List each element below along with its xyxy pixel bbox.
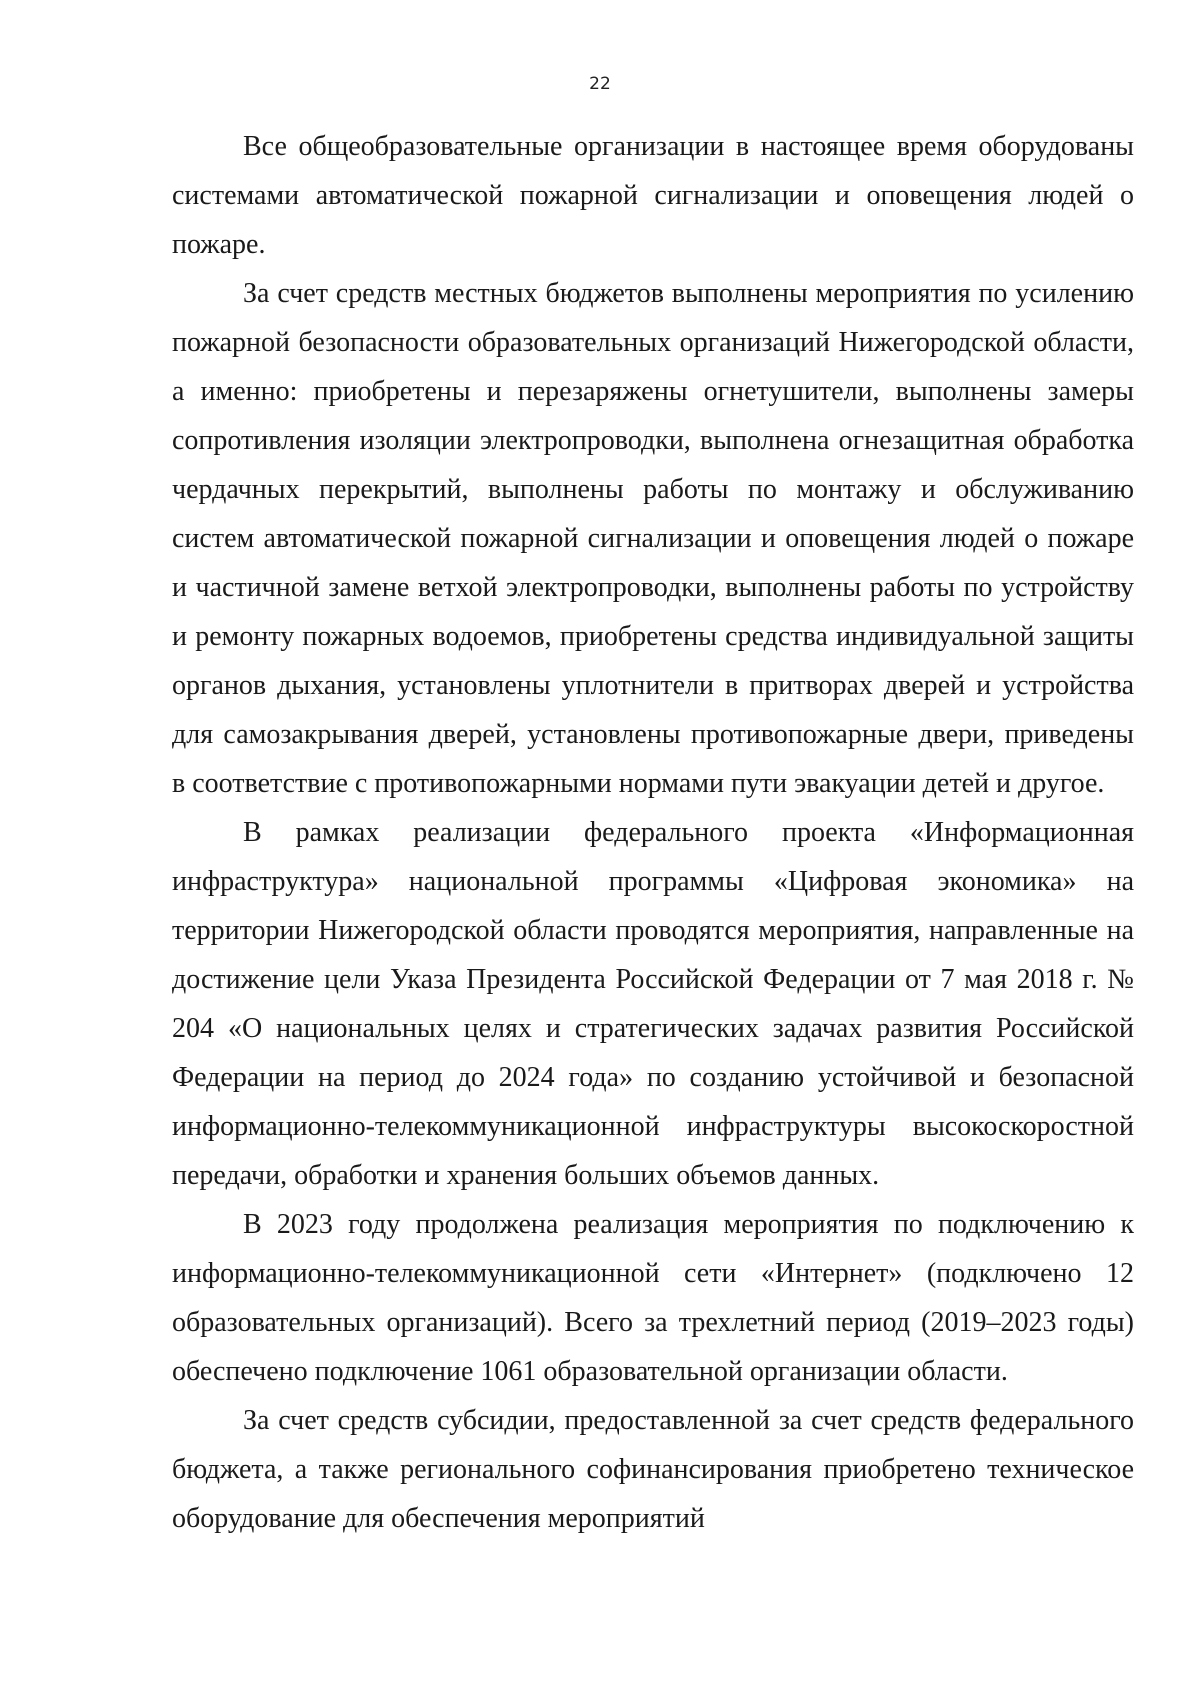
paragraph-subsidy-equipment: За счет средств субсидии, предоставленной за счет средств федерального бюджета, а также регионального софинансирования приобретено техническое оборудование для обеспечения мероприятий: [172, 1405, 1134, 1534]
paragraph-fire-alarm-systems: Все общеобразовательные организации в настоящее время оборудованы системами автоматической пожарной сигнализации и оповещения людей о пожаре.: [172, 131, 1134, 260]
paragraph-information-infrastructure: В рамках реализации федерального проекта «Информационная инфраструктура» национальной программы «Цифровая экономика» на территории Нижегородской области проводятся мероприятия, направленные на достижение цели Указа Президента Российской Федерации от 7 мая 2018 г. № 204 «О национальных целях и стратегических задачах развития Российской Федерации на период до 2024 года» по созданию устойчивой и безопасной информационно-телекоммуникационной инфраструктуры высокоскоростной передачи, обработки и хранения больших объемов данных.: [172, 817, 1134, 1191]
paragraph-internet-connection: В 2023 году продолжена реализация мероприятия по подключению к информационно-телекоммуникационной сети «Интернет» (подключено 12 образовательных организаций). Всего за трехлетний период (2019–2023 годы) обеспечено подключение 1061 образовательной организации области.: [172, 1209, 1134, 1387]
page-number: 22: [589, 74, 611, 94]
paragraph-fire-safety-measures: За счет средств местных бюджетов выполнены мероприятия по усилению пожарной безопасности образовательных организаций Нижегородской области, а именно: приобретены и перезаряжены огнетушители, выполнены замеры сопротивления изоляции электропроводки, выполнена огнезащитная обработка чердачных перекрытий, выполнены работы по монтажу и обслуживанию систем автоматической пожарной сигнализации и оповещения людей о пожаре и частичной замене ветхой электропроводки, выполнены работы по устройству и ремонту пожарных водоемов, приобретены средства индивидуальной защиты органов дыхания, установлены уплотнители в притворах дверей и устройства для самозакрывания дверей, установлены противопожарные двери, приведены в соответствие с противопожарными нормами пути эвакуации детей и другое.: [172, 278, 1134, 799]
document-body: [172, 122, 1134, 1543]
